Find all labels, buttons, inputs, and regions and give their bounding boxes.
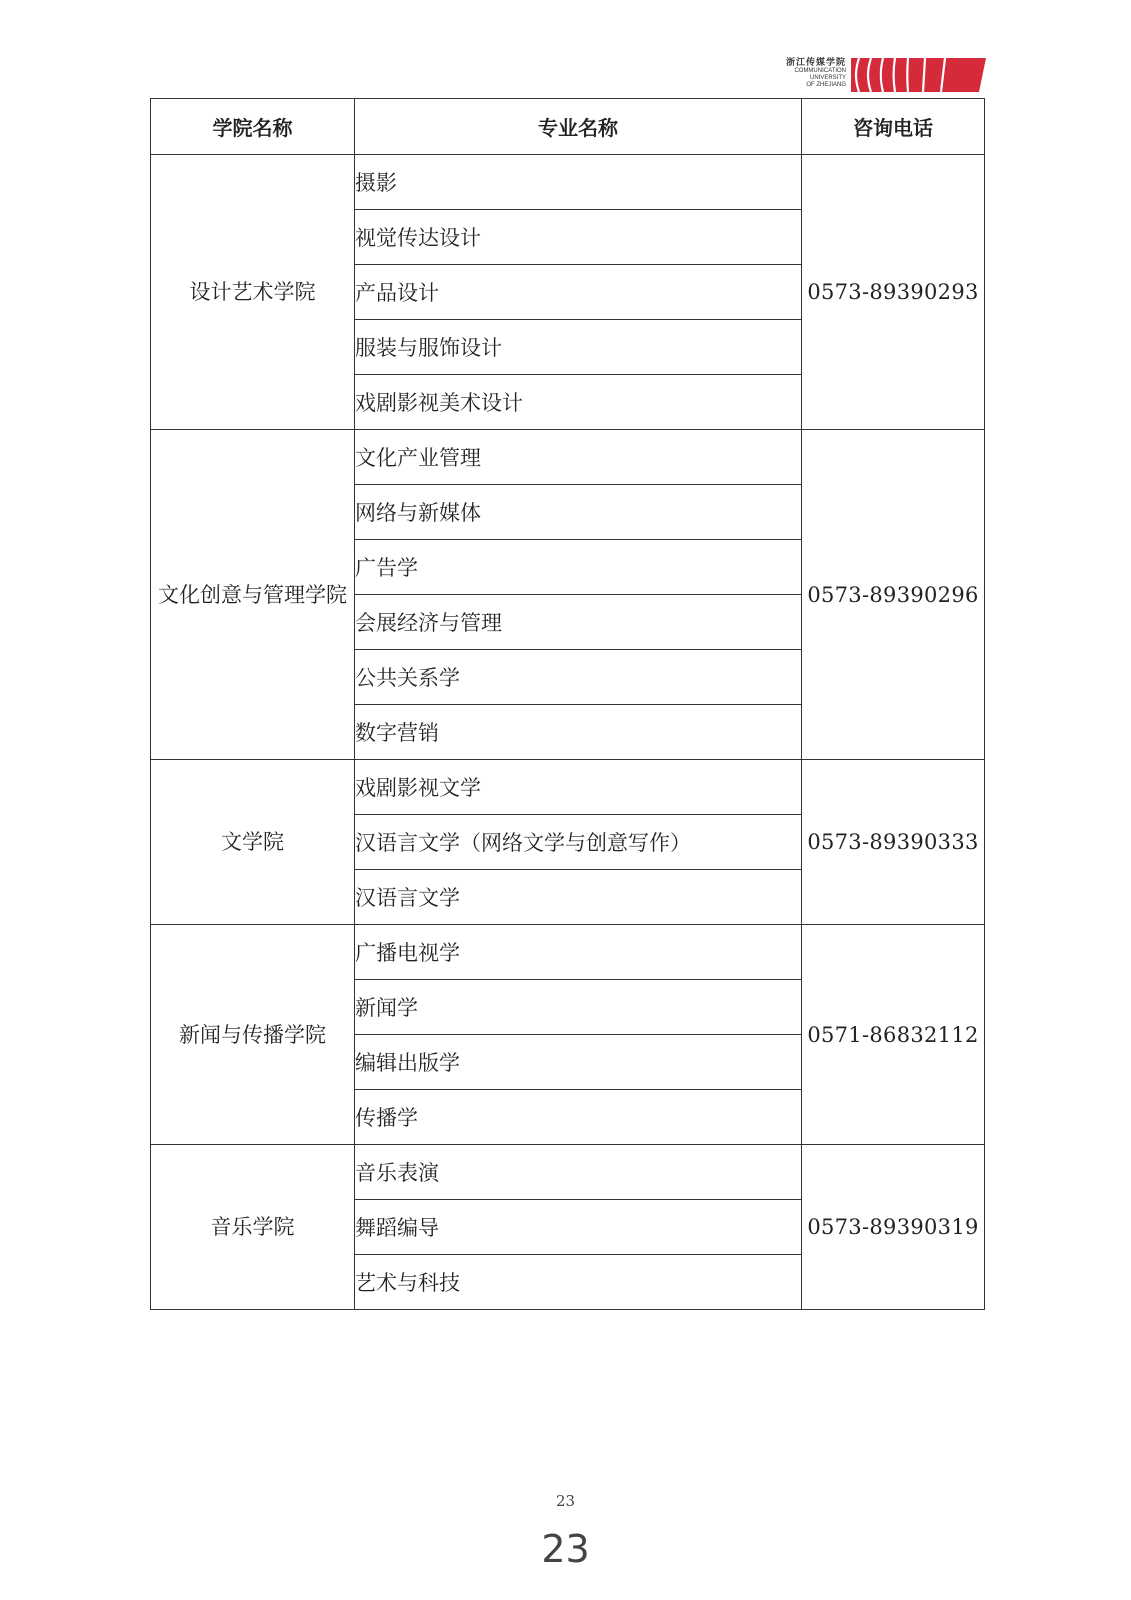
college-name: 音乐学院 <box>151 1145 355 1310</box>
major-name: 会展经济与管理 <box>355 595 802 650</box>
college-phone: 0573-89390333 <box>802 760 985 925</box>
major-name: 音乐表演 <box>355 1145 802 1200</box>
college-phone: 0573-89390293 <box>802 155 985 430</box>
logo-text <box>776 56 846 89</box>
logo-english-line-2: UNIVERSITY <box>809 75 846 81</box>
header-phone: 咨询电话 <box>802 99 985 155</box>
header-college: 学院名称 <box>151 99 355 155</box>
header-major: 专业名称 <box>355 99 802 155</box>
university-logo <box>776 56 986 94</box>
table-header-row <box>151 99 985 155</box>
major-name: 服装与服饰设计 <box>355 320 802 375</box>
college-phone: 0573-89390296 <box>802 430 985 760</box>
major-name: 广播电视学 <box>355 925 802 980</box>
logo-mark-icon <box>851 58 986 92</box>
major-name: 编辑出版学 <box>355 1035 802 1090</box>
major-name: 数字营销 <box>355 705 802 760</box>
major-name: 汉语言文学 <box>355 870 802 925</box>
major-name: 传播学 <box>355 1090 802 1145</box>
college-phone: 0573-89390319 <box>802 1145 985 1310</box>
major-name: 戏剧影视文学 <box>355 760 802 815</box>
page-number-large: 23 <box>541 1527 590 1571</box>
major-name: 舞蹈编导 <box>355 1200 802 1255</box>
college-phone: 0571-86832112 <box>802 925 985 1145</box>
table-row <box>151 155 985 210</box>
major-name: 艺术与科技 <box>355 1255 802 1310</box>
college-name: 文学院 <box>151 760 355 925</box>
table-row <box>151 1145 985 1200</box>
major-name: 广告学 <box>355 540 802 595</box>
major-name: 汉语言文学（网络文学与创意写作） <box>355 815 802 870</box>
major-name: 网络与新媒体 <box>355 485 802 540</box>
major-name: 公共关系学 <box>355 650 802 705</box>
table-row <box>151 760 985 815</box>
major-name: 产品设计 <box>355 265 802 320</box>
logo-english-line-3: OF ZHEJIANG <box>806 82 846 88</box>
major-name: 新闻学 <box>355 980 802 1035</box>
table-row <box>151 925 985 980</box>
college-name: 设计艺术学院 <box>151 155 355 430</box>
college-name: 文化创意与管理学院 <box>151 430 355 760</box>
majors-table <box>150 98 985 1310</box>
page-number-small: 23 <box>555 1492 576 1510</box>
major-name: 戏剧影视美术设计 <box>355 375 802 430</box>
major-name: 文化产业管理 <box>355 430 802 485</box>
logo-english-line-1: COMMUNICATION <box>794 68 846 74</box>
logo-chinese-name: 浙江传媒学院 <box>785 57 846 67</box>
college-name: 新闻与传播学院 <box>151 925 355 1145</box>
table-row <box>151 430 985 485</box>
major-name: 摄影 <box>355 155 802 210</box>
major-name: 视觉传达设计 <box>355 210 802 265</box>
